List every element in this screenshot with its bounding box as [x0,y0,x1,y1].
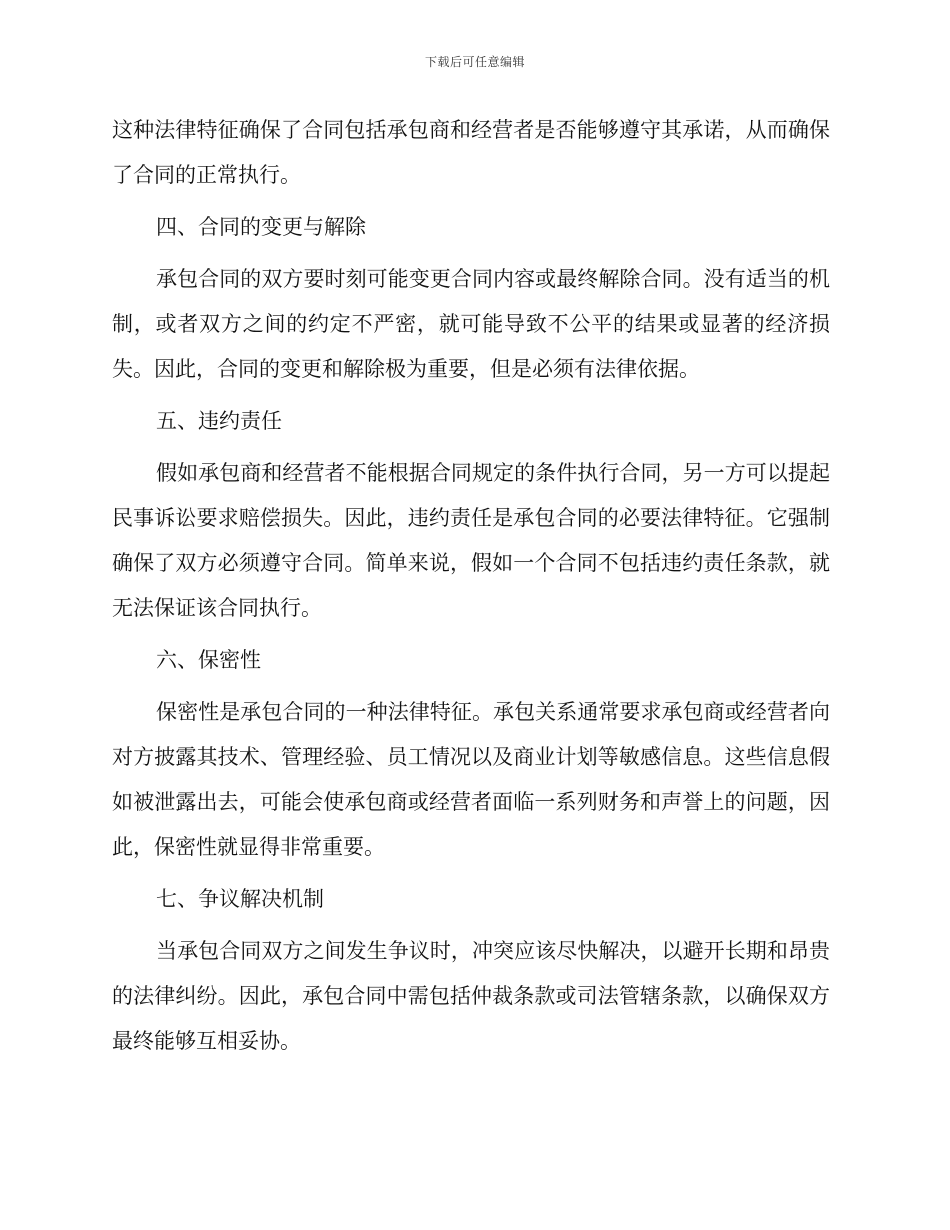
section-heading-7: 七、争议解决机制 [156,887,324,911]
paragraph-section-6: 保密性是承包合同的一种法律特征。承包关系通常要求承包商或经营者向对方披露其技术、管理经验、员工情况以及商业计划等敏感信息。这些信息假如被泄露出去，可能会使承包商或经营者面临一系列财务和声誉上的问题，因此，保密性就显得非常重要。 [112,700,830,859]
paragraph-gap [112,392,830,399]
document-body [112,108,830,1064]
paragraph-gap [112,631,830,638]
paragraph-gap [112,250,830,257]
paragraph-section-4: 承包合同的双方要时刻可能变更合同内容或最终解除合同。没有适当的机制，或者双方之间的约定不严密，就可能导致不公平的结果或显著的经济损失。因此，合同的变更和解除极为重要，但是必须有法律依据。 [112,267,830,381]
paragraph-gap [112,870,830,877]
page-header: 下载后可任意编辑 [424,55,525,69]
paragraph-gap [112,683,830,690]
paragraph-gap [112,444,830,451]
section-heading-6: 六、保密性 [156,648,261,672]
paragraph-section-5: 假如承包商和经营者不能根据合同规定的条件执行合同，另一方可以提起民事诉讼要求赔偿损失。因此，违约责任是承包合同的必要法律特征。它强制确保了双方必须遵守合同。简单来说，假如一个合同不包括违约责任条款，就无法保证该合同执行。 [112,461,830,620]
section-heading-4: 四、合同的变更与解除 [156,215,366,239]
paragraph-section-7: 当承包合同双方之间发生争议时，冲突应该尽快解决，以避开长期和昂贵的法律纠纷。因此，承包合同中需包括仲裁条款或司法管辖条款，以确保双方最终能够互相妥协。 [112,939,830,1053]
paragraph-continuation: 这种法律特征确保了合同包括承包商和经营者是否能够遵守其承诺，从而确保了合同的正常执行。 [112,118,830,187]
paragraph-gap [112,198,830,205]
paragraph-gap [112,922,830,929]
section-heading-5: 五、违约责任 [156,409,282,433]
